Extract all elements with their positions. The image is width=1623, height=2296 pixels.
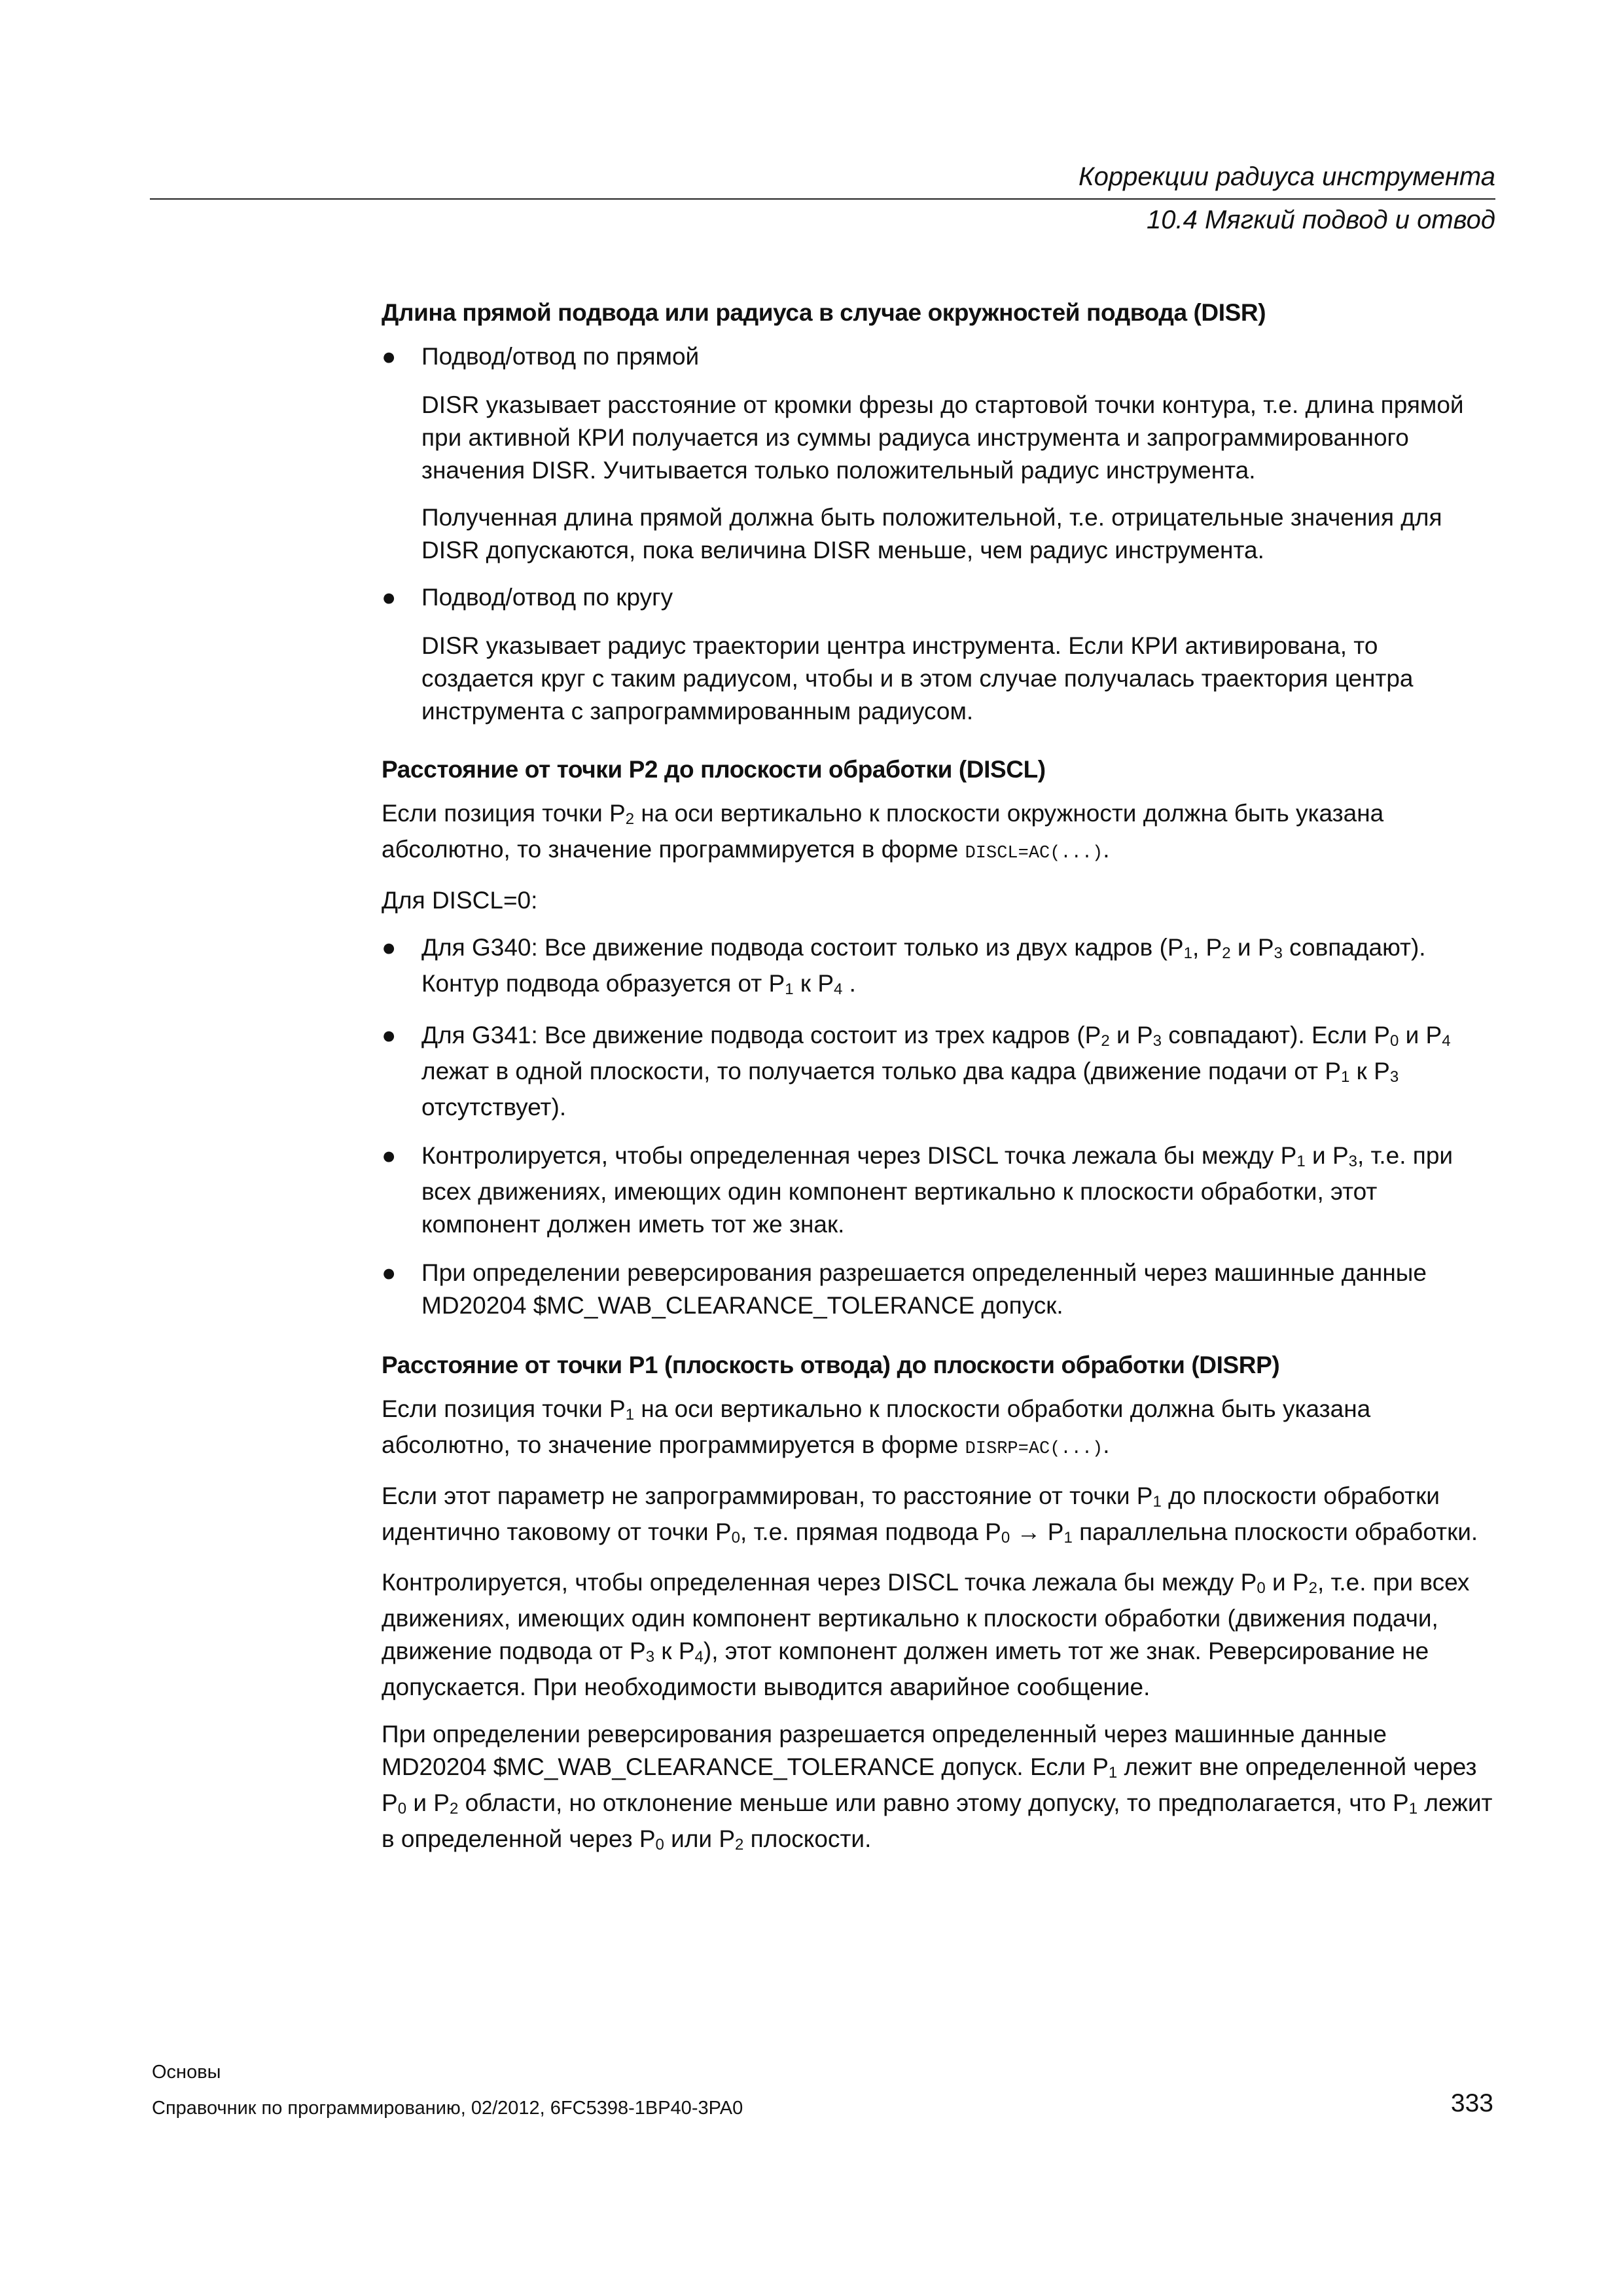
paragraph: При определении реверсирования разрешается определенный через машинные данные MD20204 $MC_WAB_CLEARANCE_TOLERANCE допуск. Если $P_1$ лежит вне определенной через $P_0$ и $P_2$ области, но отклонение меньше или равно этому допуску, то предполагается, что $P_1$ лежит в определенной через $P_0$ или $P_2$ плоскости. xyxy=(382,1721,1493,1854)
page-body xyxy=(382,295,1495,1873)
bullet-icon: ● xyxy=(382,584,397,611)
code-inline: DISCL=AC(...) xyxy=(965,844,1103,863)
heading-disrp: Расстояние от точки P1 (плоскость отвода) до плоскости обработки (DISRP) xyxy=(382,1352,1280,1378)
running-header-section: 10.4 Мягкий подвод и отвод xyxy=(1147,206,1495,234)
page-number: 333 xyxy=(1450,2089,1493,2117)
bullet-icon: ● xyxy=(382,343,397,370)
code-inline: DISRP=AC(...) xyxy=(965,1439,1103,1459)
list-item: ● Контролируется, чтобы определенная через DISCL точка лежала бы между $P_1$ и $P_3$, т.е. при всех движениях, имеющих один компонент вертикально к плоскости обработки, этот компонент должен иметь тот же знак. xyxy=(382,1139,1495,1241)
bullet-icon: ● xyxy=(382,1259,397,1286)
bullet-icon: ● xyxy=(382,1142,397,1169)
footer-title: Основы xyxy=(152,2062,221,2083)
paragraph: DISR указывает расстояние от кромки фрезы до стартовой точки контура, т.е. длина прямой при активной КРИ получается из суммы радиуса инструмента и запрограммированного значения DISR. Учитывается только положительный радиус инструмента. xyxy=(421,391,1464,484)
list-item: ● Подвод/отвод по прямой xyxy=(382,340,1495,373)
bullet-icon: ● xyxy=(382,934,397,961)
footer-reference: Справочник по программированию, 02/2012, 6FC5398-1BP40-3PA0 xyxy=(152,2098,743,2119)
running-header-chapter: Коррекции радиуса инструмента xyxy=(1079,162,1495,191)
paragraph: DISR указывает радиус траектории центра инструмента. Если КРИ активирована, то создается круг с таким радиусом, чтобы и в этом случае получалась траектория центра инструмента с запрограммированным радиусом. xyxy=(421,632,1414,725)
list-item: ● При определении реверсирования разрешается определенный через машинные данные MD20204 $MC_WAB_CLEARANCE_TOLERANCE допуск. xyxy=(382,1257,1495,1322)
list-item: ● Для G340: Все движение подвода состоит только из двух кадров ($P_1$, $P_2$ и $P_3$ совпадают). Контур подвода образуется от $P_1$ к $P_4$ . xyxy=(382,931,1495,1003)
paragraph: Если позиция точки $P_1$ на оси вертикально к плоскости обработки должна быть указана абсолютно, то значение программируется в форме DISRP=AC(...). xyxy=(382,1395,1371,1459)
paragraph: Если этот параметр не запрограммирован, то расстояние от точки $P_1$ до плоскости обработки идентично таковому от точки $P_0$, т.е. прямая подвода $P_0 \to P_1$ параллельна плоскости обработки. xyxy=(382,1482,1478,1547)
paragraph: Контролируется, чтобы определенная через DISCL точка лежала бы между $P_0$ и $P_2$, т.е. при всех движениях, имеющих один компонент вертикально к плоскости обработки (движения подачи, движение подвода от $P_3$ к $P_4$), этот компонент должен иметь тот же знак. Реверсирование не допускается. При необходимости выводится аварийное сообщение. xyxy=(382,1569,1470,1700)
heading-disr: Длина прямой подвода или радиуса в случае окружностей подвода (DISR) xyxy=(382,299,1266,326)
paragraph: Полученная длина прямой должна быть положительной, т.е. отрицательные значения для DISR допускаются, пока величина DISR меньше, чем радиус инструмента. xyxy=(421,504,1442,564)
paragraph: Если позиция точки $P_2$ на оси вертикально к плоскости окружности должна быть указана абсолютно, то значение программируется в форме DISCL=AC(...). xyxy=(382,800,1384,863)
list-item: ● Подвод/отвод по кругу xyxy=(382,581,1495,614)
header-rule xyxy=(150,198,1495,200)
heading-discl: Расстояние от точки P2 до плоскости обработки (DISCL) xyxy=(382,756,1046,783)
bullet-icon: ● xyxy=(382,1022,397,1049)
list-item: ● Для G341: Все движение подвода состоит из трех кадров ($P_2$ и $P_3$ совпадают). Если $P_0$ и $P_4$ лежат в одной плоскости, то получается только два кадра (движение подачи от $P_1$ к $P_3$ отсутствует). xyxy=(382,1019,1495,1124)
paragraph: Для DISCL=0: xyxy=(382,887,538,914)
